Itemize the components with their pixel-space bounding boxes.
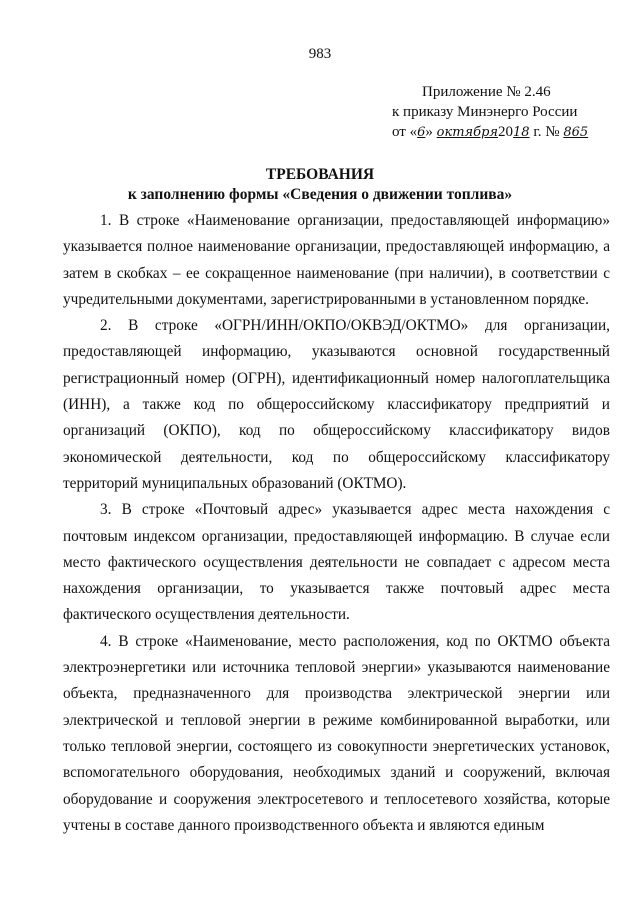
- page-number: 983: [308, 46, 332, 62]
- paragraph-3: 3. В строке «Почтовый адрес» указывается адрес места нахождения с почтовым индексом организации, предоставляющей информацию. В случае если место фактического осуществления деятельности не совпадает с адресом места нахождения организации, то указывается также почтовый адрес места фактического осуществления деятельности.: [63, 501, 610, 624]
- appendix-header: [392, 82, 588, 143]
- paragraph-2: 2. В строке «ОГРН/ИНН/ОКПО/ОКВЭД/ОКТМО» для организации, предоставляющей информацию, указываются основной государственный регистрационный номер (ОГРН), идентификационный номер налогоплательщика (ИНН), а также код по общероссийскому классификатору предприятий и организаций (ОКПО), код по общероссийскому классификатору видов экономической деятельности, код по общероссийскому классификатору территорий муниципальных образований (ОКТМО).: [63, 317, 610, 492]
- title-heading: ТРЕБОВАНИЯ: [265, 166, 375, 183]
- appendix-order-date: [392, 122, 588, 143]
- title-subheading: к заполнению формы «Сведения о движении топлива»: [127, 186, 513, 203]
- paragraph-4: 4. В строке «Наименование, место расположения, код по ОКТМО объекта электроэнергетики или источника тепловой энергии» указываются наименование объекта, предназначенного для производства электрической энергии или электрической и тепловой энергии в режиме комбинированной выработки, или только тепловой энергии, состоящего из совокупности энергетических установок, вспомогательного оборудования, необходимых зданий и сооружений, включая оборудование и сооружения электросетевого и теплосетевого хозяйства, которые учтены в составе данного производственного объекта и являются единым: [63, 632, 610, 834]
- paragraph-1: 1. В строке «Наименование организации, предоставляющей информацию» указывается полное наименование организации, предоставляющей информацию, а затем в скобках – ее сокращенное наименование (при наличии), в соответствии с учредительными документами, зарегистрированными в установленном порядке.: [63, 212, 610, 308]
- order-number-label: г. №: [529, 124, 564, 140]
- order-date-year: 18: [513, 125, 530, 140]
- appendix-order-reference: к приказу Минэнерго России: [392, 104, 578, 120]
- order-date-month: октября: [436, 125, 499, 140]
- appendix-number: Приложение № 2.46: [422, 84, 551, 100]
- order-number: 865: [563, 125, 589, 140]
- order-date-year-prefix: 20: [498, 124, 514, 140]
- order-date-prefix: от «: [392, 124, 418, 140]
- order-date-day: 6: [417, 125, 426, 140]
- order-date-mid: »: [425, 124, 437, 140]
- document-body: [63, 208, 610, 839]
- document-title: [0, 165, 640, 205]
